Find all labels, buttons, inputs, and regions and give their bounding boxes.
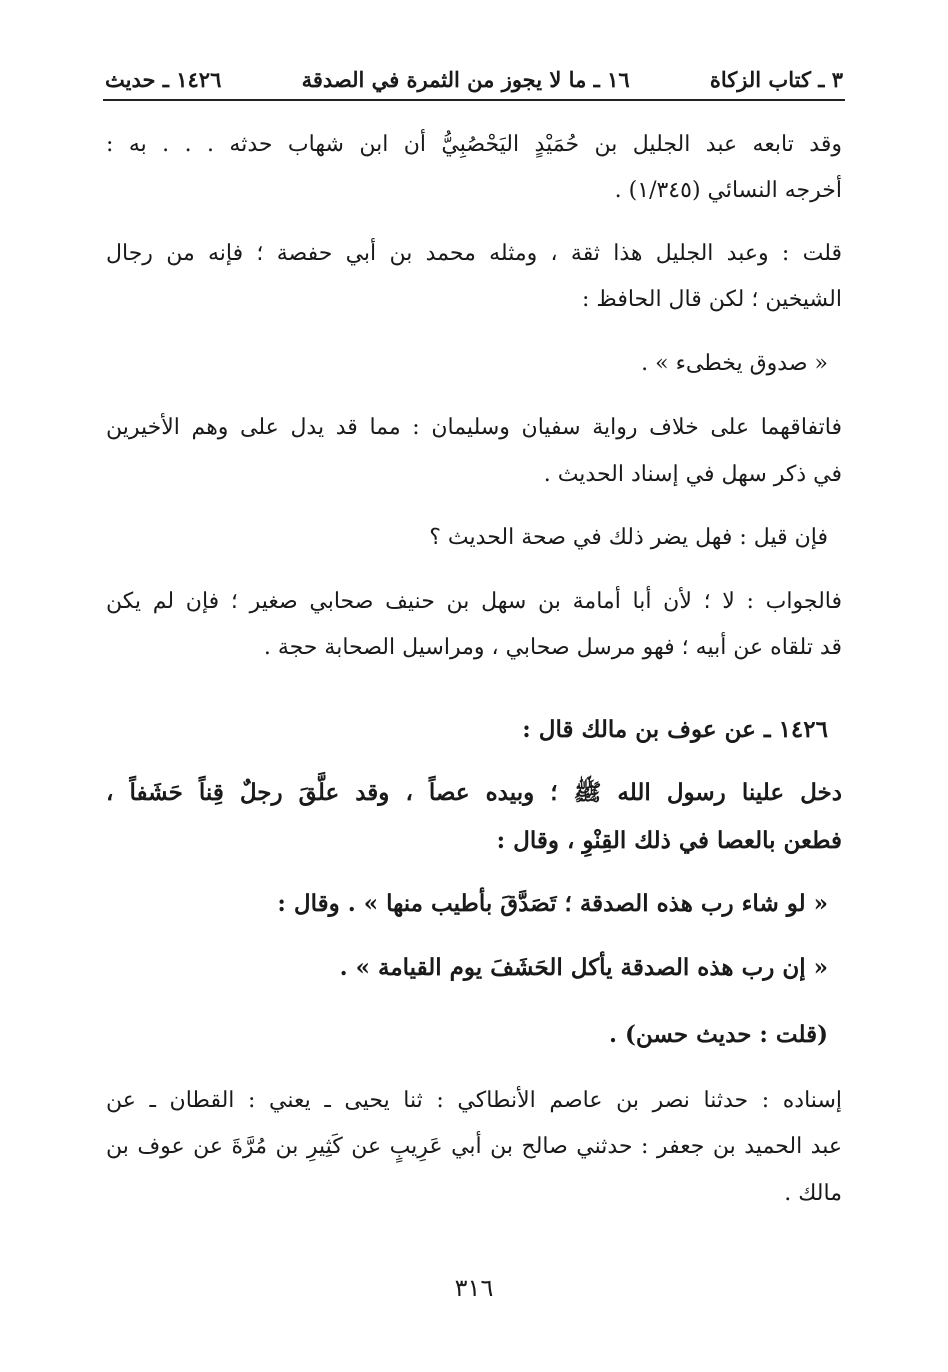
grading-line: (قلت : حديث حسن) . xyxy=(608,1021,828,1048)
text-line: الشيخين ؛ لكن قال الحافظ : xyxy=(582,287,842,312)
text-line: فالجواب : لا ؛ لأن أبا أمامة بن سهل بن حنيف صحابي صغير ؛ فإن لم يكن xyxy=(106,589,842,614)
text-line: قلت : وعبد الجليل هذا ثقة ، ومثله محمد بن أبي حفصة ؛ فإنه من رجال xyxy=(106,241,842,266)
isnad-line: إسناده : حدثنا نصر بن عاصم الأنطاكي : ثنا يحيى ـ يعني : القطان ـ عن xyxy=(106,1088,842,1113)
hadith-heading: ١٤٢٦ ـ عن عوف بن مالك قال : xyxy=(522,716,828,743)
text-line: قد تلقاه عن أبيه ؛ فهو مرسل صحابي ، ومراسيل الصحابة حجة . xyxy=(263,635,842,660)
header-hadith-number: ١٤٢٦ ـ حديث xyxy=(105,66,222,92)
quote-line: « صدوق يخطىء » . xyxy=(641,351,828,376)
text-line: فاتفاقهما على خلاف رواية سفيان وسليمان : مما قد يدل على وهم الأخيرين xyxy=(106,415,842,440)
text-line: فإن قيل : فهل يضر ذلك في صحة الحديث ؟ xyxy=(429,525,828,550)
text-line: وقد تابعه عبد الجليل بن حُمَيْدٍ اليَحْصُبِيُّ أن ابن شهاب حدثه . . . به : xyxy=(106,132,842,157)
hadith-quote-line: « إن رب هذه الصدقة يأكل الحَشَفَ يوم القيامة » . xyxy=(339,954,828,981)
header-book-title: ٣ ـ كتاب الزكاة xyxy=(709,66,843,92)
header-rule xyxy=(103,99,845,101)
hadith-text-line: دخل علينا رسول الله ﷺ ؛ وبيده عصاً ، وقد علَّقَ رجلٌ قِناً حَشَفاً ، xyxy=(106,779,842,806)
text-line: أخرجه النسائي (١/٣٤٥) . xyxy=(614,178,842,203)
isnad-line: مالك . xyxy=(784,1181,842,1206)
page-number: ٣١٦ xyxy=(454,1274,494,1302)
hadith-quote-line: « لو شاء رب هذه الصدقة ؛ تَصَدَّقَ بأطيب منها » . وقال : xyxy=(277,890,828,917)
header-chapter-title: ١٦ ـ ما لا يجوز من الثمرة في الصدقة xyxy=(301,66,630,92)
running-header xyxy=(105,62,843,96)
isnad-line: عبد الحميد بن جعفر : حدثني صالح بن أبي عَرِيبٍ عن كَثِيرِ بن مُرَّةَ عن عوف بن xyxy=(106,1134,842,1159)
hadith-text-line: فطعن بالعصا في ذلك القِنْوِ ، وقال : xyxy=(496,827,842,854)
text-line: في ذكر سهل في إسناد الحديث . xyxy=(543,462,842,487)
